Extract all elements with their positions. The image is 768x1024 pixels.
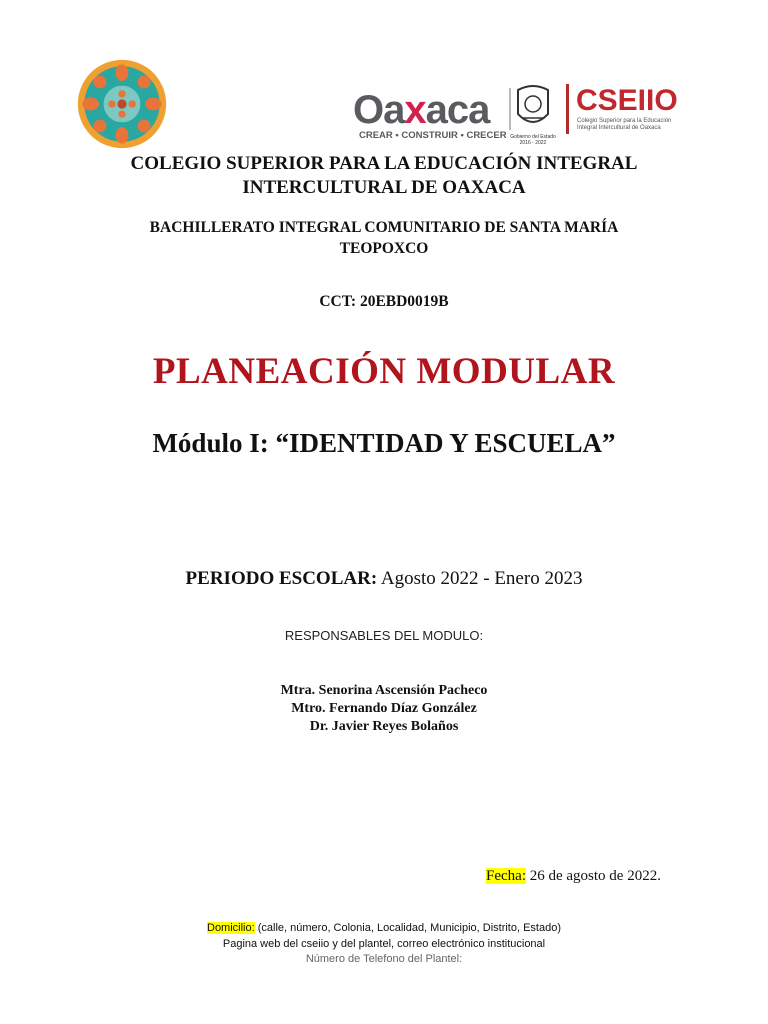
- oaxaca-tagline: CREAR • CONSTRUIR • CRECER: [359, 130, 507, 141]
- cseiio-logo: [566, 84, 676, 140]
- date-line: [486, 868, 661, 885]
- college-name: COLEGIO SUPERIOR PARA LA EDUCACIÓN INTEGRAL INTERCULTURAL DE OAXACA: [130, 153, 638, 198]
- period-label: PERIODO ESCOLAR:: [185, 568, 378, 589]
- footer-address: [0, 922, 768, 934]
- oaxaca-wordmark: Oaxaca: [353, 88, 490, 132]
- state-seal-icon: [508, 84, 558, 132]
- address-label: Domicilio:: [207, 922, 255, 934]
- module-title: Módulo I: “IDENTIDAD Y ESCUELA”: [152, 428, 616, 458]
- oaxaca-logo: [353, 88, 507, 148]
- footer-web: Pagina web del cseiio y del plantel, correo electrónico institucional: [222, 938, 546, 950]
- cseiio-wordmark: CSEIIO: [576, 84, 678, 117]
- seal-caption: Gobierno del Estado 2016 - 2022: [510, 134, 556, 146]
- bachillerato-name: BACHILLERATO INTEGRAL COMUNITARIO DE SANTA MARÍA TEOPOXCO: [149, 219, 619, 257]
- state-seal: [508, 84, 558, 150]
- mandala-logo-icon: [76, 58, 168, 150]
- address-value: (calle, número, Colonia, Localidad, Municipio, Distrito, Estado): [254, 922, 561, 934]
- school-period: [0, 568, 768, 590]
- responsables-list: [0, 682, 768, 736]
- date-label: Fecha:: [486, 868, 526, 884]
- responsable-name: Mtra. Senorina Ascensión Pacheco: [280, 683, 488, 698]
- cct-code: CCT: 20EBD0019B: [319, 293, 449, 310]
- footer-phone: Número de Telefono del Plantel:: [305, 953, 463, 965]
- document-title: PLANEACIÓN MODULAR: [152, 351, 616, 392]
- date-value: 26 de agosto de 2022.: [525, 868, 661, 884]
- responsable-name: Dr. Javier Reyes Bolaños: [309, 719, 459, 734]
- period-value: Agosto 2022 - Enero 2023: [377, 568, 583, 589]
- responsables-heading: RESPONSABLES DEL MODULO:: [284, 628, 484, 643]
- cseiio-subtitle: Colegio Superior para la Educación Integral Intercultural de Oaxaca: [577, 118, 672, 131]
- responsable-name: Mtro. Fernando Díaz González: [291, 701, 477, 716]
